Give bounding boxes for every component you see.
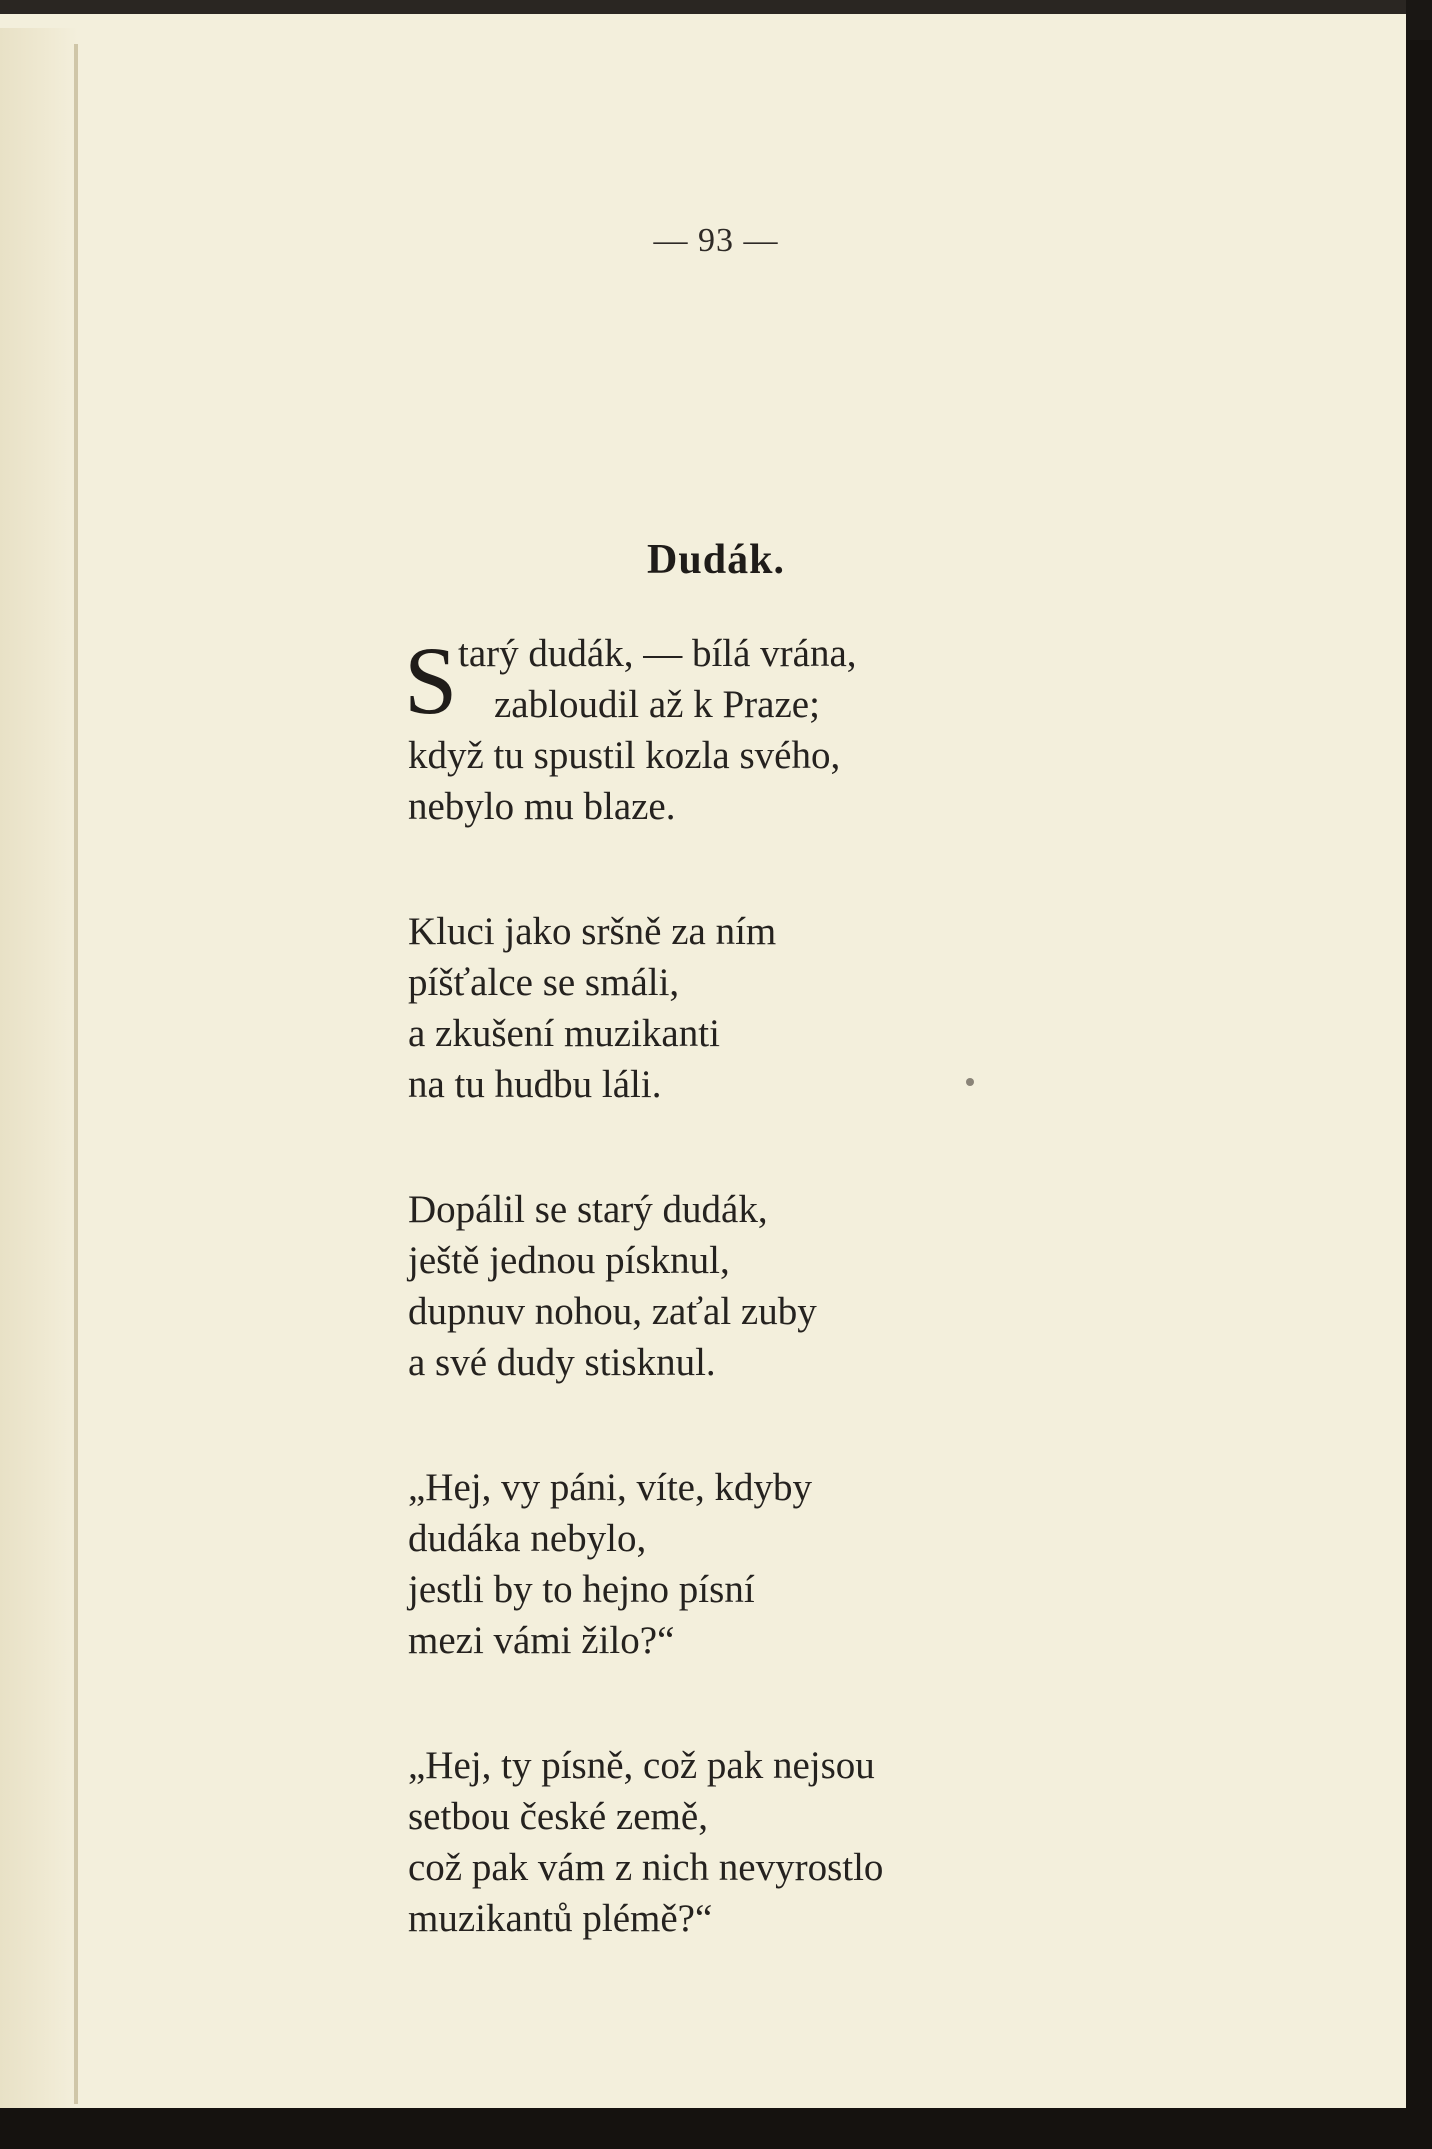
poem-line: ještě jednou písknul, (408, 1239, 730, 1282)
stanza-1 (404, 627, 1368, 832)
ink-speck (966, 1078, 974, 1086)
stanza-2 (408, 906, 1368, 1110)
poem-line: dupnuv nohou, zaťal zuby (408, 1290, 817, 1333)
poem-line: a své dudy stisknul. (408, 1341, 716, 1384)
poem-line: zabloudil až k Praze; (494, 683, 820, 726)
poem-line: „Hej, vy páni, víte, kdyby (408, 1466, 812, 1509)
poem-line: muzikantů plémě?“ (408, 1897, 713, 1940)
poem-line: nebylo mu blaze. (408, 785, 676, 828)
poem-body (404, 627, 1368, 2018)
page-number: — 93 — (653, 222, 779, 259)
poem-line: píšťalce se smáli, (408, 961, 680, 1004)
scan-border-right (1406, 40, 1432, 2108)
poem-line: Kluci jako sršně za ním (408, 910, 777, 953)
poem-line: mezi vámi žilo?“ (408, 1619, 675, 1662)
poem-line: když tu spustil kozla svého, (408, 734, 841, 777)
scan-border-bottom (0, 2108, 1432, 2149)
poem-line: setbou české země, (408, 1795, 708, 1838)
poem-line: na tu hudbu láli. (408, 1063, 662, 1106)
stanza-4 (408, 1462, 1368, 1666)
poem-line: Dopálil se starý dudák, (408, 1188, 768, 1231)
drop-cap: S (404, 627, 458, 734)
poem-line: „Hej, ty písně, což pak nejsou (408, 1744, 875, 1787)
poem-line: a zkušení muzikanti (408, 1012, 720, 1055)
stanza-3 (408, 1184, 1368, 1388)
poem-line: dudáka nebylo, (408, 1517, 647, 1560)
poem-line-text: tarý dudák, — bílá vrána, (458, 632, 857, 675)
poem-line: jestli by to hejno písní (408, 1568, 755, 1611)
page-gutter (0, 28, 78, 2122)
gutter-fold-line (74, 44, 78, 2104)
poem-line: což pak vám z nich nevyrostlo (408, 1846, 884, 1889)
poem-title: Dudák. (647, 537, 785, 583)
stanza-5 (408, 1740, 1368, 1944)
